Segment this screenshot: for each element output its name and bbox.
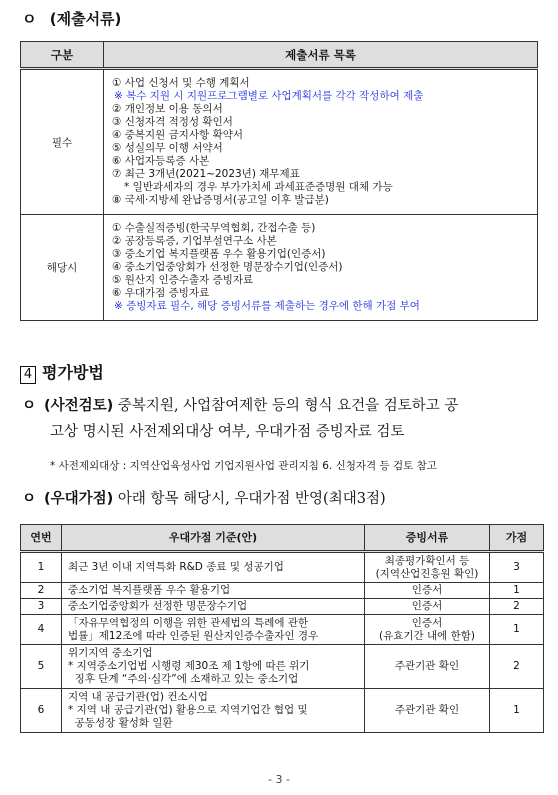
bonus-evidence-line: 주관기관 확인 — [394, 660, 460, 672]
bonus-criteria-line: 최근 3년 이내 지역특화 R&D 종료 및 성공기업 — [68, 561, 284, 573]
bonus-table-body — [21, 552, 544, 733]
bonus-table — [20, 524, 544, 733]
bonus-row-number: 5 — [21, 645, 62, 689]
bonus-criteria-line: 지역 내 공급기관(업) 컨소시업 — [68, 691, 208, 703]
bonus-criteria-line: 징후 단계 “주의·심각”에 소재하고 있는 중소기업 — [68, 673, 299, 685]
docs-list-item: ② 개인정보 이용 동의서 — [112, 103, 223, 115]
bonus-bullet: ㅇ — [22, 491, 37, 507]
docs-list-item: ⑥ 사업자등록증 사본 — [112, 155, 210, 167]
bonus-criteria-cell — [62, 689, 365, 733]
bonus-header-criteria: 우대가점 기준(안) — [62, 525, 365, 552]
docs-list-item: ④ 중복지원 금지사항 확약서 — [112, 129, 243, 141]
bonus-row-number: 3 — [21, 599, 62, 615]
docs-row-conditional — [21, 215, 538, 321]
docs-list-item: * 일반과세자의 경우 부가가치세 과세표준증명원 대체 가능 — [124, 181, 393, 193]
review-line-2: 고상 명시된 사전제외대상 여부, 우대가점 증빙자료 검토 — [50, 424, 405, 440]
bonus-table-row — [21, 689, 544, 733]
docs-list-required — [104, 69, 538, 215]
bonus-table-row — [21, 615, 544, 645]
bonus-row-number: 1 — [21, 552, 62, 583]
bonus-evidence-cell — [365, 689, 490, 733]
bonus-points: 2 — [490, 599, 544, 615]
bonus-row-number: 6 — [21, 689, 62, 733]
bonus-criteria-cell — [62, 599, 365, 615]
docs-list-item: ⑦ 최근 3개년(2021~2023년) 재무제표 — [112, 168, 300, 180]
page-number: - 3 - — [268, 773, 290, 786]
review-note: * 사전제외대상 : 지역산업육성사업 기업지원사업 관리지침 6. 신청자격 등 검토 참고 — [50, 460, 437, 472]
bonus-text: 아래 항목 해당시, 우대가점 반영(최대3점) — [113, 491, 386, 507]
bonus-criteria-cell — [62, 645, 365, 689]
docs-list-item: ③ 신청자격 적정성 확인서 — [112, 116, 233, 128]
section-bullet: ㅇ — [22, 10, 37, 28]
bonus-points: 1 — [490, 583, 544, 599]
bonus-paragraph — [22, 486, 552, 512]
docs-list-item: ② 공장등록증, 기업부설연구소 사본 — [112, 235, 277, 247]
docs-list-item: ※ 복수 지원 시 지원프로그램별로 사업계획서를 각각 작성하여 제출 — [114, 90, 424, 102]
section-4-heading — [20, 360, 104, 384]
docs-table-header-row — [21, 42, 538, 69]
docs-list-item: ⑤ 성실의무 이행 서약서 — [112, 142, 223, 154]
docs-list-item: ⑤ 원산지 인증수출자 증빙자료 — [112, 274, 254, 286]
docs-list-item: ③ 중소기업 복지플랫폼 우수 활용기업(인증서) — [112, 248, 326, 260]
bonus-table-row — [21, 645, 544, 689]
bonus-criteria-line: 중소기업중앙회가 선정한 명문장수기업 — [68, 600, 248, 612]
bonus-criteria-line: * 지역 내 공급기관(업) 활용으로 지역기업간 협업 및 — [68, 704, 308, 716]
bonus-table-row — [21, 599, 544, 615]
review-label: (사전검토) — [44, 398, 114, 414]
bonus-row-number: 2 — [21, 583, 62, 599]
docs-category-required: 필수 — [21, 69, 104, 215]
docs-list-item: ① 수출실적증빙(한국무역협회, 간접수출 등) — [112, 222, 316, 234]
docs-table — [20, 41, 538, 321]
bonus-criteria-line: 공동성장 활성화 일환 — [68, 717, 173, 729]
section-4-title: 평가방법 — [42, 363, 104, 382]
review-bullet: ㅇ — [22, 398, 37, 414]
bonus-evidence-cell — [365, 552, 490, 583]
bonus-criteria-line: 위기지역 중소기업 — [68, 647, 153, 659]
section-number-box: 4 — [20, 366, 36, 384]
bonus-criteria-cell — [62, 615, 365, 645]
bonus-evidence-line: 인증서 — [411, 616, 443, 629]
docs-header-list: 제출서류 목록 — [104, 42, 538, 69]
bonus-points: 3 — [490, 552, 544, 583]
bonus-criteria-cell — [62, 583, 365, 599]
bonus-label: (우대가점) — [44, 491, 114, 507]
bonus-table-row — [21, 583, 544, 599]
bonus-table-row — [21, 552, 544, 583]
bonus-header-evidence: 증빙서류 — [365, 525, 490, 552]
bonus-table-header-row — [21, 525, 544, 552]
bonus-evidence-line: 최종평가확인서 등 — [384, 554, 470, 567]
bonus-evidence-cell — [365, 645, 490, 689]
docs-header-category: 구분 — [21, 42, 104, 69]
docs-section-title: (제출서류) — [49, 10, 122, 28]
docs-row-required — [21, 69, 538, 215]
docs-category-conditional: 해당시 — [21, 215, 104, 321]
docs-list-item: ① 사업 신청서 및 수행 계획서 — [112, 77, 250, 89]
bonus-criteria-cell — [62, 552, 365, 583]
review-paragraph — [22, 393, 552, 445]
bonus-evidence-cell — [365, 583, 490, 599]
docs-list-item: ④ 중소기업중앙회가 선정한 명문장수기업(인증서) — [112, 261, 343, 273]
bonus-evidence-line: (지역산업진흥원 확인) — [375, 567, 479, 580]
docs-list-item: ⑥ 우대가점 증빙자료 — [112, 287, 210, 299]
bonus-criteria-line: * 지역중소기업법 시행령 제30조 제 1항에 따른 위기 — [68, 660, 310, 672]
bonus-evidence-line: 인증서 — [411, 600, 443, 612]
bonus-header-points: 가점 — [490, 525, 544, 552]
bonus-points: 1 — [490, 689, 544, 733]
docs-section-heading — [22, 8, 121, 29]
docs-list-item: ※ 증빙자료 필수, 해당 증빙서류를 제출하는 경우에 한해 가점 부여 — [114, 300, 420, 312]
bonus-evidence-line: 주관기관 확인 — [394, 704, 460, 716]
bonus-evidence-cell — [365, 615, 490, 645]
review-line-1: 중복지원, 사업참여제한 등의 형식 요건을 검토하고 공 — [113, 398, 459, 414]
bonus-evidence-line: 인증서 — [411, 584, 443, 596]
docs-list-item: ⑧ 국세·지방세 완납증명서(공고일 이후 발급분) — [112, 194, 329, 206]
bonus-header-no: 연번 — [21, 525, 62, 552]
bonus-criteria-line: 「자유무역협정의 이행을 위한 관세법의 특례에 관한 — [68, 616, 309, 629]
bonus-points: 1 — [490, 615, 544, 645]
bonus-criteria-line: 법률」제12조에 따라 인증된 원산지인증수출자인 경우 — [68, 629, 319, 642]
docs-list-conditional — [104, 215, 538, 321]
bonus-row-number: 4 — [21, 615, 62, 645]
bonus-evidence-line: (유효기간 내에 한함) — [378, 629, 475, 642]
bonus-evidence-cell — [365, 599, 490, 615]
bonus-points: 2 — [490, 645, 544, 689]
bonus-criteria-line: 중소기업 복지플랫폼 우수 활용기업 — [68, 584, 231, 596]
